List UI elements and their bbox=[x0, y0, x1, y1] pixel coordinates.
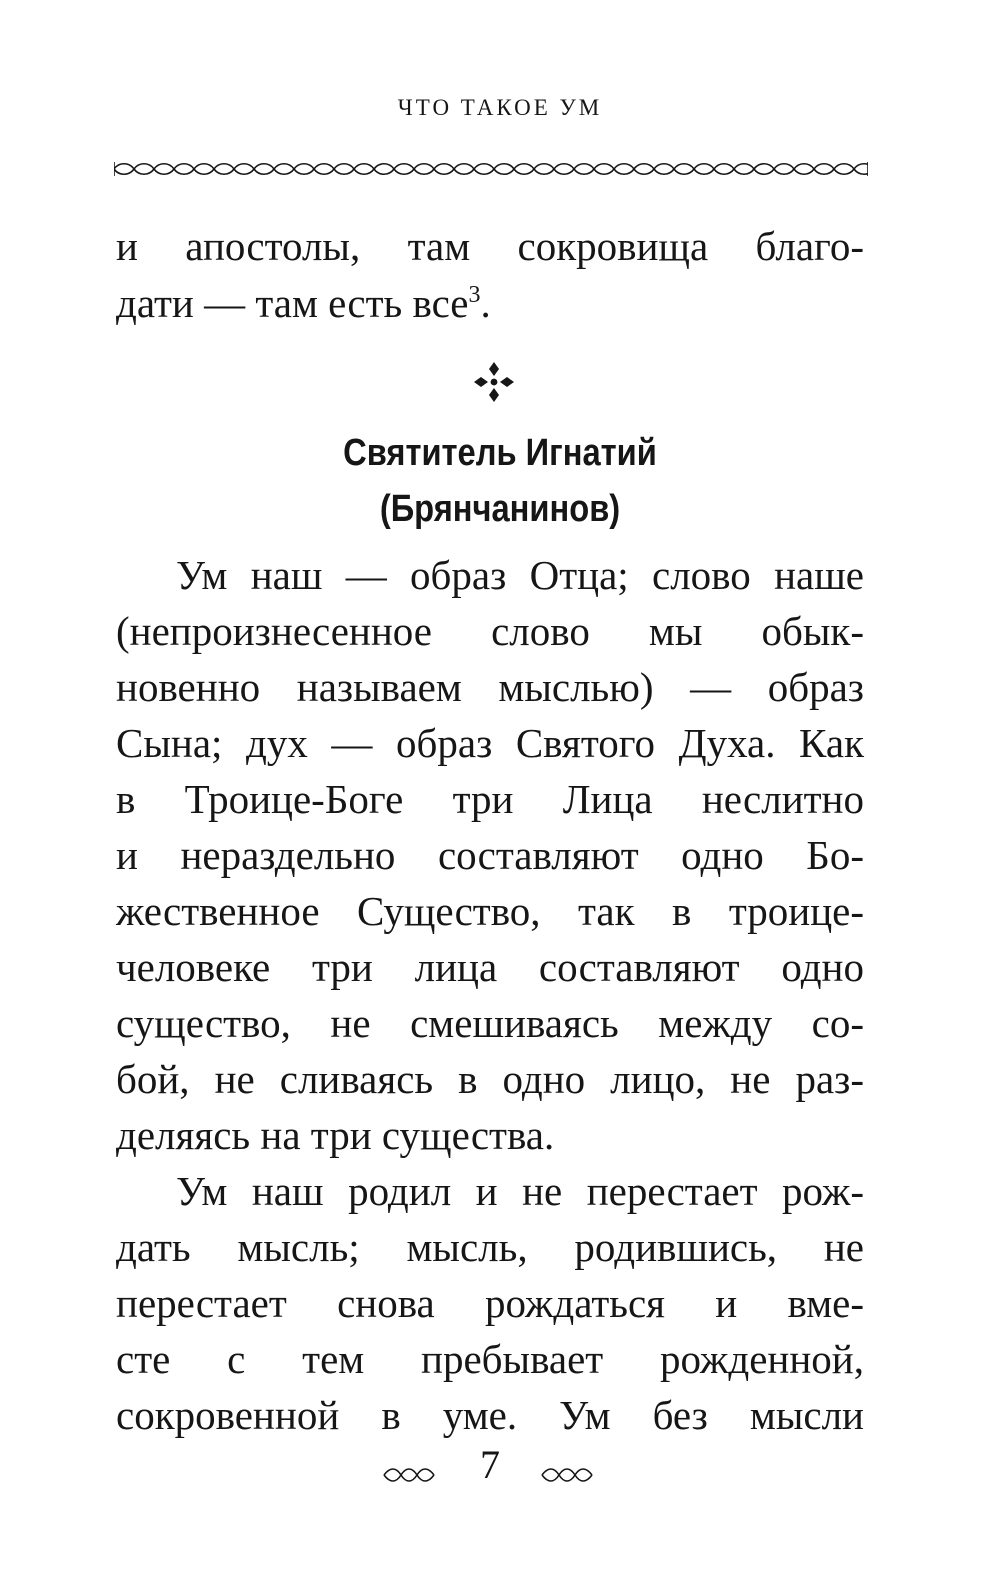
text-line: Ум наш родил и не перестает рож- bbox=[176, 1168, 864, 1214]
text-line: человеке три лица составляют одно bbox=[116, 944, 864, 990]
text-line: сокровенной в уме. Ум без мысли bbox=[116, 1392, 864, 1438]
text-line: (непроизнесенное слово мы обык- bbox=[116, 608, 864, 654]
ornamental-rule bbox=[114, 156, 868, 182]
cross-ornament-icon bbox=[472, 360, 516, 404]
folio-ornament-right-icon bbox=[540, 1464, 594, 1486]
text-line: бой, не сливаясь в одно лицо, не раз- bbox=[116, 1056, 864, 1102]
text-line: деляясь на три существа. bbox=[116, 1112, 555, 1158]
text-line-end: . bbox=[480, 280, 491, 326]
section-heading-subtitle: (Брянчанинов) bbox=[379, 488, 621, 530]
text-line: в Троице-Боге три Лица неслитно bbox=[116, 776, 864, 822]
text-line: новенно называем мыслью) — образ bbox=[116, 664, 864, 710]
text-line: сте с тем пребывает рожденной, bbox=[116, 1336, 864, 1382]
text-line: Сына; дух — образ Святого Духа. Как bbox=[116, 720, 864, 766]
text-line: дать мысль; мысль, родившись, не bbox=[116, 1224, 864, 1270]
text-line: существо, не смешиваясь между со- bbox=[116, 1000, 864, 1046]
running-head: ЧТО ТАКОЕ УМ bbox=[397, 95, 603, 120]
text-line-body: дати — там есть все bbox=[116, 280, 469, 326]
text-line: и апостолы, там сокровища благо- bbox=[116, 223, 864, 269]
text-line: перестает снова рождаться и вме- bbox=[116, 1280, 864, 1326]
section-heading: Святитель Игнатий bbox=[343, 432, 657, 474]
folio-ornament-left-icon bbox=[382, 1464, 436, 1486]
page-number: 7 bbox=[480, 1442, 500, 1487]
text-line: жественное Существо, так в троице- bbox=[116, 888, 864, 934]
footnote-marker[interactable]: 3 bbox=[468, 282, 481, 308]
text-line bbox=[116, 280, 864, 326]
text-line: Ум наш — образ Отца; слово наше bbox=[176, 552, 864, 598]
text-line: и нераздельно составляют одно Бо- bbox=[116, 832, 864, 878]
